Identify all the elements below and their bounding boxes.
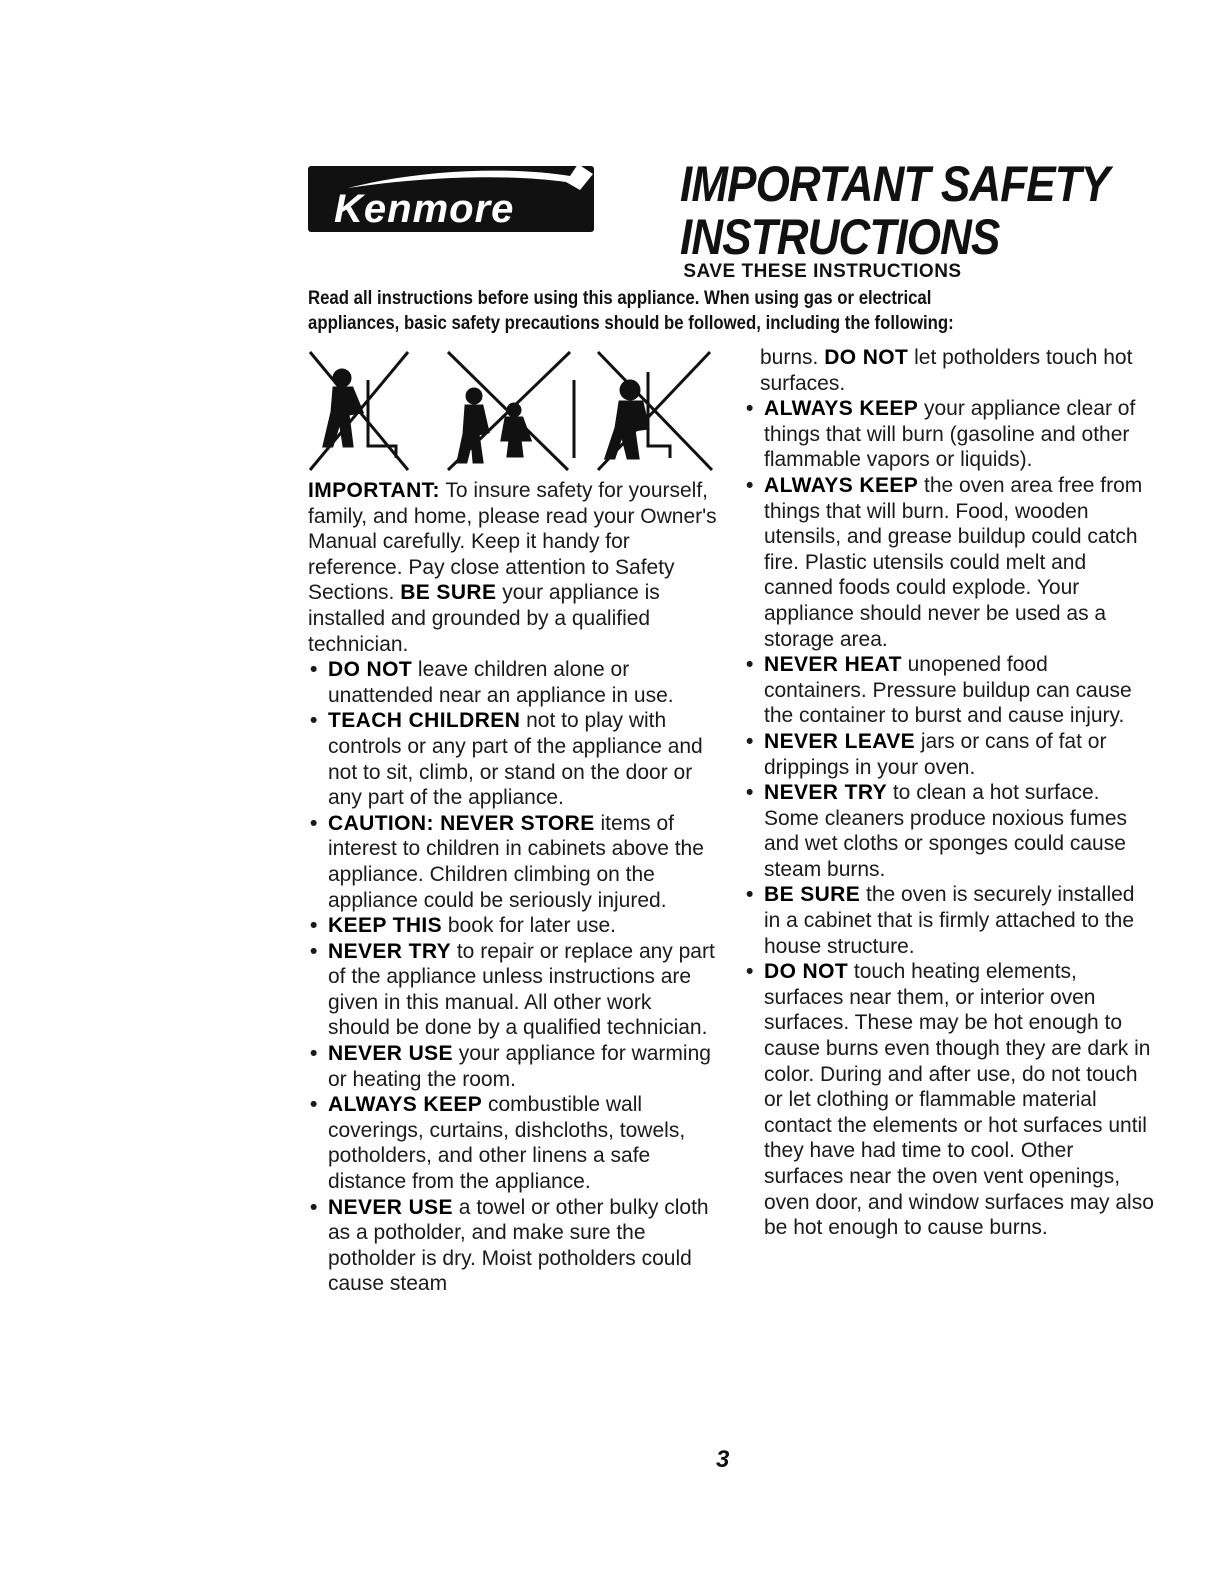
- logo-wordmark: Kenmore: [334, 187, 515, 231]
- list-item: • CAUTION: NEVER STORE items of interest to children in cabinets above the appliance. Children climbing on the appliance could be seriously injured.: [310, 811, 704, 912]
- intro-line-1: Read all instructions before using this appliance. When using gas or electrical: [308, 287, 932, 309]
- title-line-2: INSTRUCTIONS: [680, 209, 1000, 265]
- list-item: • ALWAYS KEEP combustible wall coverings, curtains, dishcloths, towels, potholders, and other linens a safe distance from the appliance.: [310, 1093, 686, 1194]
- intro-line-2: appliances, basic safety precautions should be followed, including the following:: [308, 312, 954, 334]
- list-item: • KEEP THIS book for later use.: [310, 914, 617, 938]
- safety-pictograms: [308, 350, 716, 472]
- list-item: • TEACH CHILDREN not to play with controls or any part of the appliance and not to sit, climb, or stand on the door or any part of the appliance.: [310, 709, 703, 810]
- be-sure-lead: BE SURE: [400, 581, 497, 605]
- important-text-1: To insure safety for yourself, family, and home, please read your Owner's Manual carefully. Keep it handy for reference. Pay close attention to Safety Sections.: [308, 479, 717, 605]
- left-column: [308, 478, 718, 1297]
- list-item: • ALWAYS KEEP the oven area free from things that will burn. Food, wooden utensils, and grease buildup could catch fire. Plastic utensils could melt and canned foods could explode. Your appliance should never be used as a storage area.: [746, 473, 1143, 651]
- list-item: • NEVER HEAT unopened food containers. Pressure buildup can cause the container to burst and cause injury.: [746, 653, 1132, 728]
- right-column: [744, 345, 1154, 1241]
- list-item: • NEVER TRY to clean a hot surface. Some cleaners produce noxious fumes and wet cloths or sponges could cause steam burns.: [746, 781, 1128, 881]
- list-item: • NEVER LEAVE jars or cans of fat or drippings in your oven.: [746, 729, 1107, 779]
- save-instructions-heading: SAVE THESE INSTRUCTIONS: [683, 261, 962, 282]
- list-item: • BE SURE the oven is securely installed in a cabinet that is firmly attached to the house structure.: [746, 883, 1135, 958]
- list-item: • NEVER USE your appliance for warming or heating the room.: [310, 1042, 711, 1091]
- important-lead: IMPORTANT:: [308, 479, 440, 502]
- important-text-2: your appliance is installed and grounded by a qualified technician.: [308, 581, 660, 656]
- page-title: [680, 158, 1109, 264]
- list-item: • NEVER USE a towel or other bulky cloth as a potholder, and make sure the potholder is dry. Moist potholders could cause steam: [310, 1195, 709, 1296]
- list-item: • NEVER TRY to repair or replace any part of the appliance unless instructions are given in this manual. All other work should be done by a qualified technician.: [310, 939, 715, 1040]
- kenmore-logo: [308, 160, 594, 232]
- do-not-climb-on-oven-door-icon: [310, 352, 408, 470]
- do-not-pull-child-from-oven-icon: [448, 352, 574, 470]
- list-item: • ALWAYS KEEP your appliance clear of things that will burn (gasoline and other flammable vapors or liquids).: [746, 397, 1136, 472]
- important-paragraph: [308, 478, 718, 657]
- page-number: 3: [716, 1446, 730, 1473]
- list-item: • DO NOT leave children alone or unattended near an appliance in use.: [310, 658, 674, 707]
- title-line-1: IMPORTANT SAFETY: [680, 156, 1110, 212]
- do-not-sit-on-oven-door-icon: [598, 352, 712, 470]
- list-item: • DO NOT touch heating elements, surfaces near them, or interior oven surfaces. These may be hot enough to cause burns even though they are dark in color. During and after use, do not touch or let clothing or flammable material contact the elements or hot surfaces until they have had time to cool. Other surfaces near the oven vent openings, oven door, and window surfaces may also be hot enough to cause burns.: [746, 960, 1154, 1240]
- intro-text: [308, 286, 954, 336]
- continued-item: burns. DO NOT let potholders touch hot surfaces.: [760, 346, 1133, 395]
